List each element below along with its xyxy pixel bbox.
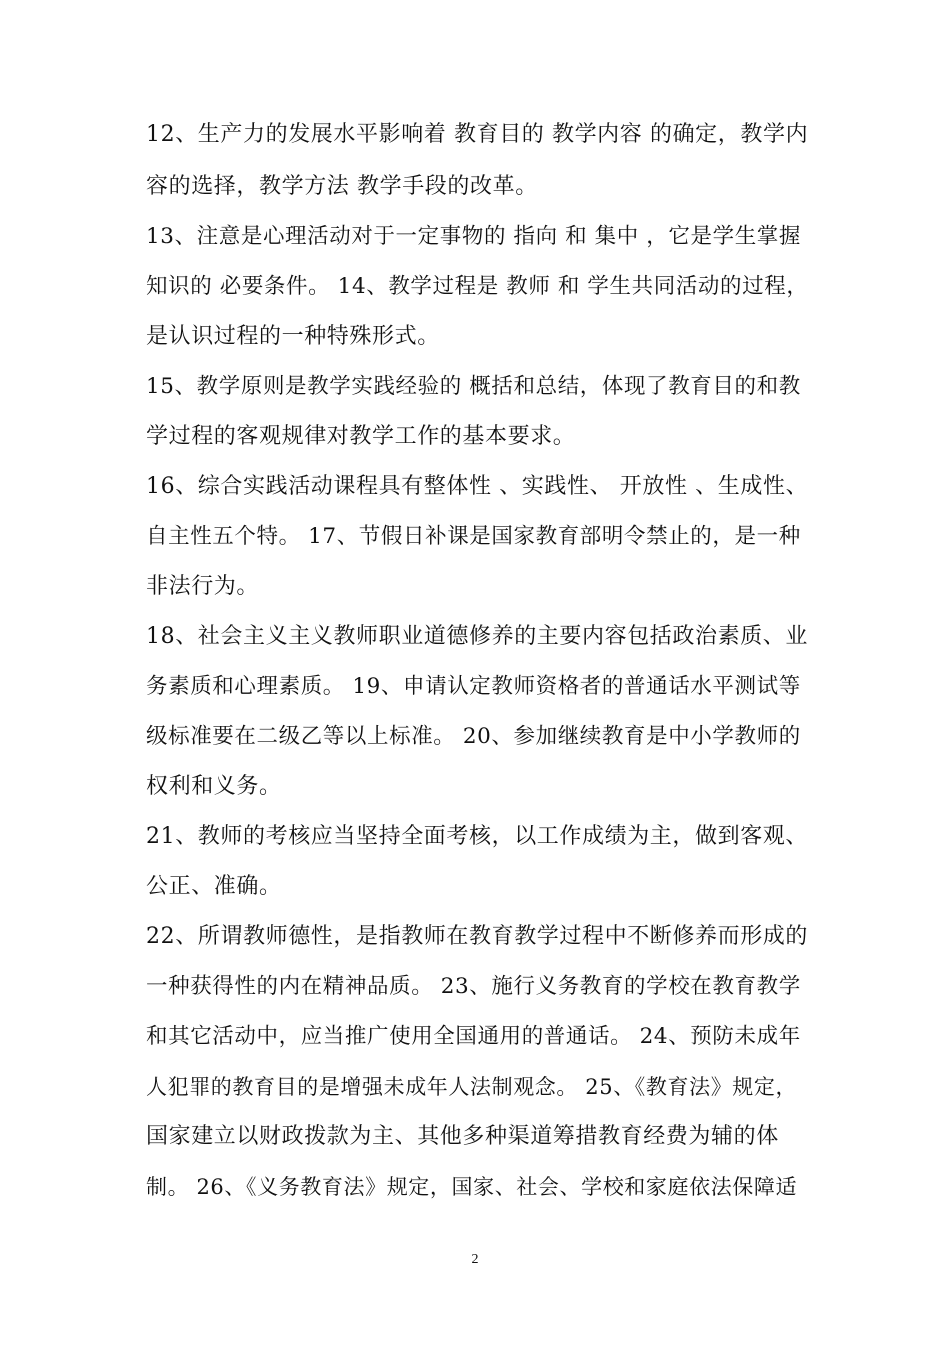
text-line-22: 制。 26、《义务教育法》规定，国家、社会、学校和家庭依法保障适: [146, 1175, 798, 1199]
text-line-5: 是认识过程的一种特殊形式。: [146, 324, 440, 349]
text-line-1: 12、生产力的发展水平影响着 教育目的 教学内容 的确定，教学内: [146, 122, 809, 147]
text-line-16: 公正、准确。: [146, 874, 282, 899]
text-line-12: 务素质和心理素质。 19、申请认定教师资格者的普通话水平测试等: [146, 674, 801, 699]
text-line-21: 国家建立以财政拨款为主、其他多种渠道筹措教育经费为辅的体: [146, 1124, 779, 1149]
text-line-20: 人犯罪的教育目的是增强未成年人法制观念。 25、《教育法》规定，: [146, 1075, 798, 1099]
page-number: 2: [471, 1252, 479, 1267]
text-line-19: 和其它活动中，应当推广使用全国通用的普通话。 24、预防未成年: [146, 1024, 801, 1049]
text-line-18: 一种获得性的内在精神品质。 23、施行义务教育的学校在教育教学: [146, 974, 801, 999]
text-line-15: 21、教师的考核应当坚持全面考核，以工作成绩为主，做到客观、: [146, 824, 808, 849]
text-line-13: 级标准要在二级乙等以上标准。 20、参加继续教育是中小学教师的: [146, 724, 801, 749]
text-line-11: 18、社会主义主义教师职业道德修养的主要内容包括政治素质、业: [146, 624, 808, 649]
text-line-3: 13、注意是心理活动对于一定事物的 指向 和 集中 ，它是学生掌握: [146, 224, 801, 249]
text-line-6: 15、教学原则是教学实践经验的 概括和总结，体现了教育目的和教: [146, 374, 801, 399]
text-line-7: 学过程的客观规律对教学工作的基本要求。: [146, 424, 576, 449]
text-line-9: 自主性五个特。 17、节假日补课是国家教育部明令禁止的，是一种: [146, 524, 801, 549]
text-line-10: 非法行为。: [146, 574, 260, 599]
text-line-17: 22、所谓教师德性，是指教师在教育教学过程中不断修养而形成的: [146, 924, 808, 949]
text-line-14: 权利和义务。: [146, 774, 282, 799]
text-line-2: 容的选择，教学方法 教学手段的改革。: [146, 174, 538, 199]
text-line-8: 16、综合实践活动课程具有整体性 、实践性、 开放性 、生成性、: [146, 474, 809, 499]
text-line-4: 知识的 必要条件。 14、教学过程是 教师 和 学生共同活动的过程，: [146, 274, 809, 299]
